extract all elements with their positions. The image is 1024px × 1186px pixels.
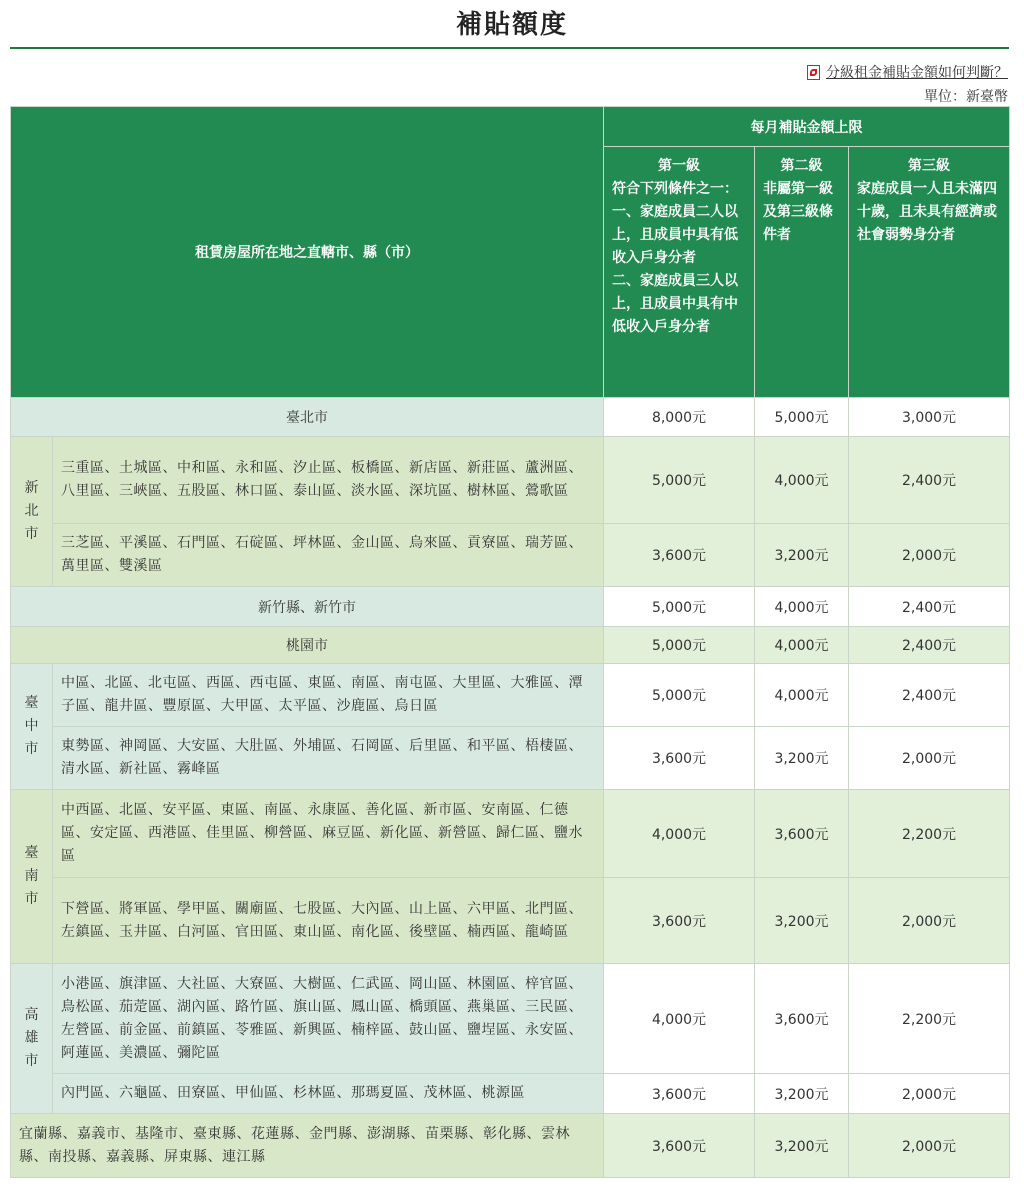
- amount-tier-1: 3,600元: [604, 878, 755, 964]
- amount-tier-1: 5,000元: [604, 627, 755, 664]
- table-row: [11, 398, 1010, 437]
- amount-tier-3: 2,400元: [849, 627, 1010, 664]
- district-cell: 小港區、旗津區、大社區、大寮區、大樹區、仁武區、岡山區、林園區、梓官區、鳥松區、茄萣區、湖內區、路竹區、旗山區、鳳山區、橋頭區、燕巢區、三民區、左營區、前金區、前鎮區、苓雅區、新興區、楠梓區、鼓山區、鹽埕區、永安區、阿蓮區、美濃區、彌陀區: [53, 964, 604, 1074]
- tier-2-name: 第二級: [780, 158, 823, 174]
- table-row: [11, 727, 1010, 790]
- amount-tier-2: 3,200元: [755, 1114, 849, 1178]
- city-cell: [11, 964, 53, 1114]
- pdf-link-label[interactable]: 分級租金補貼金額如何判斷？: [826, 65, 1008, 81]
- unit-label: 單位：新臺幣: [924, 89, 1008, 105]
- table-row: [11, 1074, 1010, 1114]
- title-divider: [10, 47, 1009, 49]
- amount-tier-1: 3,600元: [604, 1074, 755, 1114]
- table-row: [11, 964, 1010, 1074]
- amount-tier-2: 4,000元: [755, 587, 849, 627]
- amount-header: 每月補貼金額上限: [604, 107, 1010, 147]
- district-cell: 三重區、土城區、中和區、永和區、汐止區、板橋區、新店區、新莊區、蘆洲區、八里區、三峽區、五股區、林口區、泰山區、淡水區、深坑區、樹林區、鶯歌區: [53, 437, 604, 524]
- amount-tier-1: 3,600元: [604, 727, 755, 790]
- table-row: [11, 790, 1010, 878]
- tier-3-desc: 家庭成員一人且未滿四十歲，且未具有經濟或社會弱勢身分者: [857, 181, 997, 243]
- city-cell: [11, 664, 53, 790]
- table-row: [11, 878, 1010, 964]
- tier-3-header: [849, 147, 1010, 398]
- subsidy-table: [10, 106, 1010, 1178]
- district-cell: 中西區、北區、安平區、東區、南區、永康區、善化區、新市區、安南區、仁德區、安定區、西港區、佳里區、柳營區、麻豆區、新化區、新營區、歸仁區、鹽水區: [53, 790, 604, 878]
- tier-1-desc: 符合下列條件之一： 一、家庭成員二人以上，且成員中具有低收入戶身分者 二、家庭成員三人以上，且成員中具有中低收入戶身分者: [612, 181, 738, 335]
- amount-tier-2: 4,000元: [755, 664, 849, 727]
- amount-tier-3: 2,400元: [849, 664, 1010, 727]
- table-row: [11, 627, 1010, 664]
- amount-tier-2: 5,000元: [755, 398, 849, 437]
- amount-tier-1: 5,000元: [604, 437, 755, 524]
- district-cell: 東勢區、神岡區、大安區、大肚區、外埔區、石岡區、后里區、和平區、梧棲區、清水區、新社區、霧峰區: [53, 727, 604, 790]
- amount-tier-1: 4,000元: [604, 964, 755, 1074]
- amount-tier-3: 2,200元: [849, 964, 1010, 1074]
- city-name: 高 雄 市: [24, 1007, 39, 1069]
- city-cell: [11, 437, 53, 587]
- table-row: [11, 664, 1010, 727]
- tier-1-header: [604, 147, 755, 398]
- city-cell: [11, 790, 53, 964]
- location-cell: 臺北市: [11, 398, 604, 437]
- amount-tier-1: 3,600元: [604, 524, 755, 587]
- location-header: 租賃房屋所在地之直轄市、縣（市）: [11, 107, 604, 398]
- city-name: 臺 南 市: [24, 845, 39, 907]
- pdf-file-icon: [807, 65, 820, 80]
- amount-tier-2: 3,600元: [755, 790, 849, 878]
- city-name: 新 北 市: [24, 480, 39, 542]
- table-row: [11, 587, 1010, 627]
- table-row: [11, 524, 1010, 587]
- amount-tier-1: 4,000元: [604, 790, 755, 878]
- amount-tier-2: 4,000元: [755, 437, 849, 524]
- amount-tier-1: 5,000元: [604, 587, 755, 627]
- location-cell: 桃園市: [11, 627, 604, 664]
- amount-tier-3: 2,000元: [849, 878, 1010, 964]
- city-name: 臺 中 市: [24, 695, 39, 757]
- amount-tier-3: 2,000元: [849, 1074, 1010, 1114]
- amount-tier-3: 2,000元: [849, 727, 1010, 790]
- district-cell: 內門區、六龜區、田寮區、甲仙區、杉林區、那瑪夏區、茂林區、桃源區: [53, 1074, 604, 1114]
- amount-tier-2: 3,200元: [755, 524, 849, 587]
- tier-2-header: [755, 147, 849, 398]
- amount-tier-3: 2,400元: [849, 437, 1010, 524]
- district-cell: 中區、北區、北屯區、西區、西屯區、東區、南區、南屯區、大里區、大雅區、潭子區、龍井區、豐原區、大甲區、太平區、沙鹿區、烏日區: [53, 664, 604, 727]
- amount-tier-1: 5,000元: [604, 664, 755, 727]
- district-cell: 下營區、將軍區、學甲區、關廟區、七股區、大內區、山上區、六甲區、北門區、左鎮區、玉井區、白河區、官田區、東山區、南化區、後壁區、楠西區、龍崎區: [53, 878, 604, 964]
- amount-tier-2: 3,200元: [755, 878, 849, 964]
- amount-tier-3: 2,000元: [849, 524, 1010, 587]
- amount-tier-2: 3,200元: [755, 1074, 849, 1114]
- table-row: [11, 437, 1010, 524]
- amount-tier-1: 3,600元: [604, 1114, 755, 1178]
- amount-tier-1: 8,000元: [604, 398, 755, 437]
- tier-1-name: 第一級: [658, 158, 700, 174]
- table-row: [11, 1114, 1010, 1178]
- amount-tier-3: 2,400元: [849, 587, 1010, 627]
- amount-tier-3: 2,000元: [849, 1114, 1010, 1178]
- amount-tier-2: 3,200元: [755, 727, 849, 790]
- tier-2-desc: 非屬第一級及第三級條件者: [763, 181, 833, 243]
- amount-tier-3: 3,000元: [849, 398, 1010, 437]
- amount-tier-2: 3,600元: [755, 964, 849, 1074]
- location-cell: 新竹縣、新竹市: [11, 587, 604, 627]
- page-title: 補貼額度: [455, 10, 568, 40]
- location-cell: 宜蘭縣、嘉義市、基隆市、臺東縣、花蓮縣、金門縣、澎湖縣、苗栗縣、彰化縣、雲林縣、南投縣、嘉義縣、屏東縣、連江縣: [11, 1114, 604, 1178]
- amount-tier-3: 2,200元: [849, 790, 1010, 878]
- district-cell: 三芝區、平溪區、石門區、石碇區、坪林區、金山區、烏來區、貢寮區、瑞芳區、萬里區、雙溪區: [53, 524, 604, 587]
- pdf-link[interactable]: [807, 62, 1008, 82]
- tier-3-name: 第三級: [908, 158, 951, 174]
- amount-tier-2: 4,000元: [755, 627, 849, 664]
